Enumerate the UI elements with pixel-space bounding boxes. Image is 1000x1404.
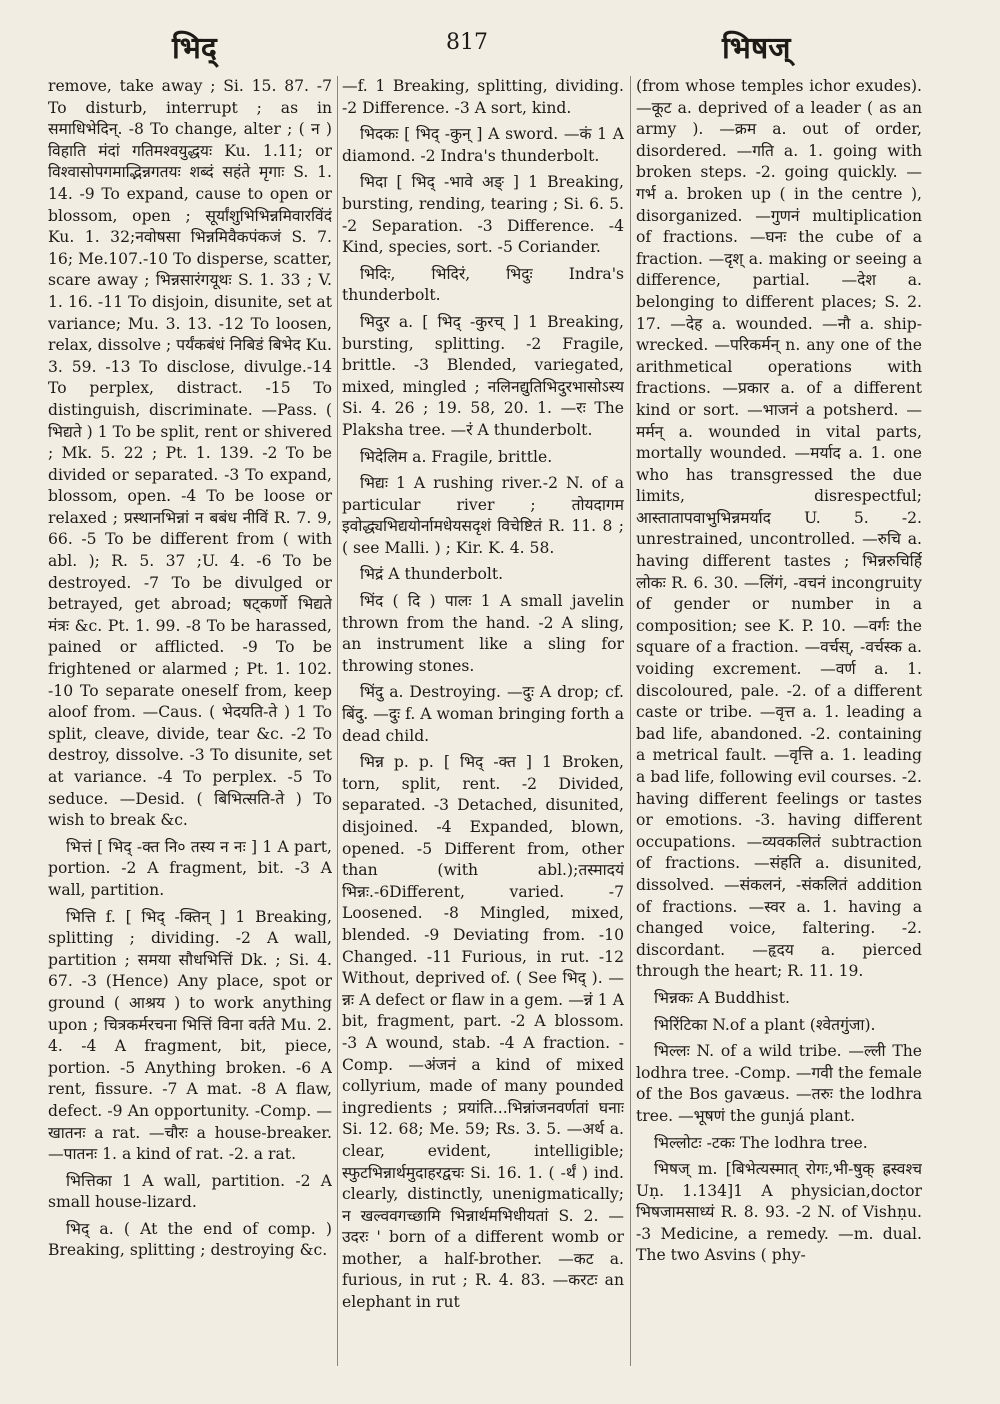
entry-paragraph: भिद्रं A thunderbolt. (360, 565, 504, 584)
entry-paragraph: भिंद ( दि ) पालः 1 A small javelin thrown from the hand. -2 A sling, an instrument like a sling for throwing stones. (342, 592, 624, 675)
page-header (0, 26, 1000, 74)
entry-paragraph: (from whose temples ichor exudes). —कूट a. deprived of a leader ( as an army ). —क्रम a. out of order, disordered. —गति a. 1. going with broken steps. -2. going quickly. —गर्भ a. broken up ( in the centre ), disorganized. —गुणनं multiplication of fractions. —घनः the cube of a fraction. —दृश् a. making or seeing a difference, partial. —देश a. belonging to different places; S. 2. 17. —देह a. wounded. —नौ a. ship-wrecked. —परिकर्मन् n. any one of the arithmetical operations with fractions. —प्रकार a. of a different kind or sort. —भाजनं a potsherd. —मर्मन् a. wounded in vital parts, mortally wounded. —मर्याद a. 1. one who has transgressed the due limits, disrespectful; आस्तातापवाभुभिन्नमर्याद U. 5. -2. unrestrained, uncontrolled. —रुचि a. having different tastes ; भिन्नरुचिर्हि लोकः R. 6. 30. —लिंगं, -वचनं incongruity of gender or number in a composition; see K. P. 10. —वर्गः the square of a fraction. —वर्चस्, -वर्चस्क a. voiding excrement. —वर्ण a. 1. discoloured, pale. -2. of a different caste or tribe. —वृत्त a. 1. leading a bad life, abandoned. -2. containing a metrical fault. —वृत्ति a. 1. leading a bad life, following evil courses. -2. having different feelings or tastes or emotions. -3. having different occupations. —व्यवकलितं subtraction of fractions. —संहति a. disunited, dissolved. —संकलनं, -संकलितं addition of fractions. —स्वर a. 1. having a changed voice, faltering. -2. discordant. —हृदय a. pierced through the heart; R. 11. 19. (636, 77, 922, 981)
column-divider (337, 76, 338, 1366)
entry-paragraph: भिन्नकः A Buddhist. (654, 988, 790, 1007)
page-number: 817 (446, 30, 488, 55)
column-2 (342, 76, 624, 1376)
entry-paragraph: भिदेलिम a. Fragile, brittle. (360, 447, 553, 466)
entry-paragraph: remove, take away ; Si. 15. 87. -7 To disturb, interrupt ; as in समाधिभेदिन्. -8 To change, alter ; ( न ) विहाति मंदां गतिमश्वयुद्धयः Ku. 1.11; or विश्वासोपगमाद्भिन्नगतयः शब्दं सहंते मृगाः S. 1. 14. -9 To expand, cause to open or blossom, open ; सूर्यांशुभिभिन्नमिवारविंदं Ku. 1. 32;नवोषसा भिन्नमिवैकपंकजं S. 7. 16; Me.107.-10 To disperse, scatter, scare away ; भिन्नसारंगयूथः S. 1. 33 ; V. 1. 16. -11 To disjoin, disunite, set at variance; Mu. 3. 13. -12 To loosen, relax, dissolve ; पर्यंकबंधं निबिडं बिभेद Ku. 3. 59. -13 To disclose, divulge.-14 To perplex, distract. -15 To distinguish, discriminate. —Pass. ( भिद्यते ) 1 To be split, rent or shivered ; Mk. 5. 22 ; Pt. 1. 139. -2 To be divided or separated. -3 To expand, blossom, open. -4 To be loose or relaxed ; प्रस्थानभिन्नां न बबंध नीविं R. 7. 9, 66. -5 To be different from ( with abl. ); R. 5. 37 ;U. 4. -6 To be destroyed. -7 To be divulged or betrayed, get abroad; षट्कर्णो भिद्यते मंत्रः &c. Pt. 1. 99. -8 To be harassed, pained or afflicted. -9 To be frightened or alarmed ; Pt. 1. 102. -10 To separate oneself from, keep aloof from. —Caus. ( भेदयति-ते ) 1 To split, cleave, divide, tear &c. -2 To destroy, dissolve. -3 To disunite, set at variance. -4 To perplex. -5 To seduce. —Desid. ( बिभित्सति-ते ) To wish to break &c. (48, 77, 332, 830)
entry-paragraph: भिद्यः 1 A rushing river.-2 N. of a particular river ; तोयदागम इवोद्ध्यभिद्ययोर्नामधेयसदृशं विचेष्टितं R. 11. 8 ; ( see Malli. ) ; Kir. K. 4. 58. (342, 474, 624, 557)
entry-paragraph: भिषज् m. [बिभेत्यस्मात् रोगः,भी-षुक् ह्रस्वश्च Uṇ. 1.134]1 A physician,doctor भिषजामसाध्यं R. 8. 93. -2 N. of Vishṇu. -3 Medicine, a remedy. —m. dual. The two Asvins ( phy- (636, 1160, 922, 1265)
entry-paragraph: भिरिंटिका N.of a plant (श्वेतगुंजा). (654, 1015, 876, 1034)
entry-paragraph: भिदुर a. [ भिद् -कुरच् ] 1 Breaking, bursting, splitting. -2 Fragile, brittle. -3 Blended, variegated, mixed, mingled ; नलिनद्युतिभिदुरभासोऽस्य Si. 4. 26 ; 19. 58, 20. 1. —रः The Plaksha tree. —रं A thunderbolt. (342, 312, 624, 439)
header-first-entry: भिद् (172, 31, 217, 66)
entry-paragraph: भिद् a. ( At the end of comp. ) Breaking, splitting ; destroying &c. (48, 1219, 332, 1260)
entry-paragraph: भिदा [ भिद् -भावे अङ् ] 1 Breaking, bursting, rending, tearing ; Si. 6. 5. -2 Separation. -3 Difference. -4 Kind, species, sort. -5 Coriander. (342, 173, 624, 257)
column-divider (630, 76, 631, 1366)
entry-paragraph: भिदिः, भिदिरं, भिदुः Indra's thunderbolt. (342, 264, 624, 305)
column-1 (48, 76, 332, 1376)
entry-paragraph: भिल्लः N. of a wild tribe. —ल्ली The lodhra tree. -Comp. —गवी the female of the Bos gavæus. —तरुः the lodhra tree. —भूषणं the gunjá plant. (636, 1042, 922, 1125)
entry-paragraph: भिदकः [ भिद् -कुन् ] A sword. —कं 1 A diamond. -2 Indra's thunderbolt. (342, 125, 624, 165)
entry-paragraph: भित्तं [ भिद् -क्त नि० तस्य न नः ] 1 A part, portion. -2 A fragment, bit. -3 A wall, partition. (48, 837, 332, 899)
entry-paragraph: भित्तिका 1 A wall, partition. -2 A small house-lizard. (48, 1171, 332, 1212)
entry-paragraph: —f. 1 Breaking, splitting, dividing. -2 Difference. -3 A sort, kind. (342, 77, 624, 117)
entry-paragraph: भिंदु a. Destroying. —दुः A drop; cf. बिंदु. —दुः f. A woman bringing forth a dead child. (342, 683, 624, 745)
entry-paragraph: भिन्न p. p. [ भिद् -क्त ] 1 Broken, torn, split, rent. -2 Divided, separated. -3 Detached, disunited, disjoined. -4 Expanded, blown, opened. -5 Different from, other than (with abl.);तस्मादयं भिन्नः.-6Different, varied. -7 Loosened. -8 Mingled, mixed, blended. -9 Deviating from. -10 Changed. -11 Furious, in rut. -12 Without, deprived of. ( See भिद् ). —न्नः A defect or flaw in a gem. —न्नं 1 A bit, fragment, part. -2 A blossom. -3 A wound, stab. -4 A fraction. -Comp. —अंजनं a kind of mixed collyrium, made of many pounded ingredients ; प्रयांति...भिन्नांजनवर्णतां घनाः Si. 12. 68; Me. 59; Rs. 3. 5. —अर्थ a. clear, evident, intelligible; स्फुटभिन्नार्थमुदाहरद्वचः Si. 16. 1. ( -र्थं ) ind. clearly, distinctly, unenigmatically; न खल्ववगच्छामि भिन्नार्थमभिधीयतां S. 2. —उदरः ' born of a different womb or mother, a half-brother. —कट a. furious, in rut ; R. 4. 83. —करटः an elephant in rut (342, 753, 624, 1312)
entry-paragraph: भित्ति f. [ भिद् -क्तिन् ] 1 Breaking, splitting ; dividing. -2 A wall, partition ; समया सौधभित्तिं Dk. ; Si. 4. 67. -3 (Hence) Any place, spot or ground ( आश्रय ) to work anything upon ; चित्रकर्मरचना भित्तिं विना वर्तते Mu. 2. 4. -4 A fragment, bit, piece, portion. -5 Anything broken. -6 A rent, fissure. -7 A mat. -8 A flaw, defect. -9 An opportunity. -Comp. —खातनः a rat. —चौरः a house-breaker. —पातनः 1. a kind of rat. -2. a rat. (48, 907, 332, 1164)
entry-paragraph: भिल्लोटः -टकः The lodhra tree. (654, 1133, 868, 1152)
column-3 (636, 76, 922, 1376)
header-last-entry: भिषज् (722, 31, 791, 66)
page-body (44, 76, 924, 1376)
